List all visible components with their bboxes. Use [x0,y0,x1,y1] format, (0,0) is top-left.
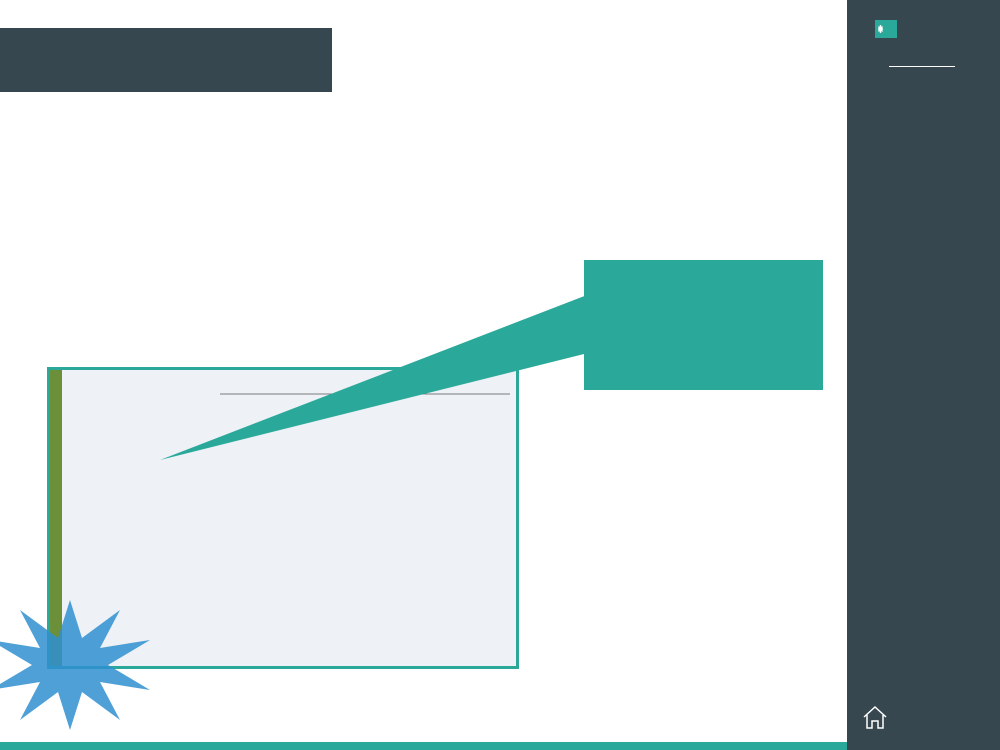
title-bar [0,28,332,92]
vgroup-logo-icon [875,20,897,38]
sidebar [847,0,1000,750]
callout-box [584,260,823,390]
logbook-page [50,370,516,666]
home-icon[interactable] [861,704,889,730]
oil-record-book-photo [47,367,519,669]
divider [889,66,955,67]
binding-strip [50,370,62,666]
vgroup-logo [875,20,901,38]
requirements-list [47,191,131,221]
